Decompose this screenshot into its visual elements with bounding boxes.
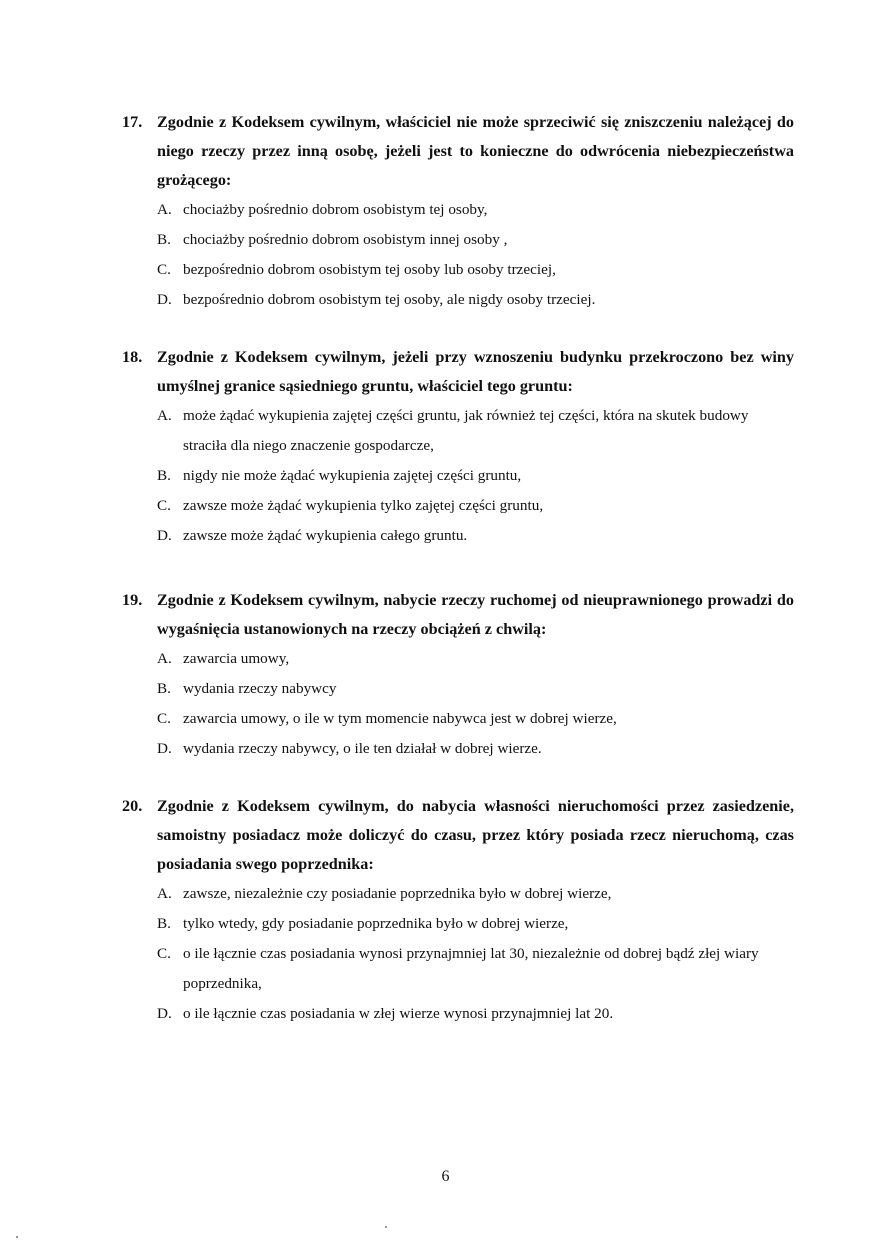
- option-text: chociażby pośrednio dobrom osobistym innej osoby ,: [183, 231, 508, 248]
- option-text: chociażby pośrednio dobrom osobistym tej osoby,: [183, 201, 488, 218]
- option-letter: A.: [157, 650, 172, 667]
- option-text: nigdy nie może żądać wykupienia zajętej części gruntu,: [183, 467, 522, 484]
- option-letter: A.: [157, 407, 172, 424]
- option-d: [157, 521, 794, 551]
- scan-mark: [385, 1226, 387, 1228]
- option-text: może żądać wykupienia zajętej części gruntu, jak również tej części, która na skutek budowy straciła dla niego znaczenie gospodarcze,: [183, 407, 749, 454]
- question-text: Zgodnie z Kodeksem cywilnym, do nabycia własności nieruchomości przez zasiedzenie, samoistny posiadacz może doliczyć do czasu, przez który posiada rzecz nieruchomą, czas posiadania swego poprzednika:: [157, 797, 794, 873]
- option-letter: A.: [157, 885, 172, 902]
- question-19: [122, 586, 794, 764]
- option-a: [157, 195, 794, 225]
- option-letter: D.: [157, 1005, 172, 1022]
- question-stem: [122, 586, 794, 644]
- answer-options: [157, 879, 794, 1029]
- question-text: Zgodnie z Kodeksem cywilnym, właściciel nie może sprzeciwić się zniszczeniu należącej do niego rzeczy przez inną osobę, jeżeli jest to konieczne do odwrócenia niebezpieczeństwa grożącego:: [157, 113, 794, 189]
- question-text: Zgodnie z Kodeksem cywilnym, jeżeli przy wznoszeniu budynku przekroczono bez winy umyślnej granice sąsiedniego gruntu, właściciel tego gruntu:: [157, 348, 794, 395]
- option-c: [157, 255, 794, 285]
- option-letter: B.: [157, 467, 171, 484]
- option-c: [157, 939, 794, 999]
- option-a: [157, 401, 794, 461]
- option-c: [157, 704, 794, 734]
- option-b: [157, 225, 794, 255]
- option-letter: B.: [157, 915, 171, 932]
- question-17: [122, 108, 794, 315]
- answer-options: [157, 195, 794, 315]
- option-text: zawsze może żądać wykupienia tylko zajętej części gruntu,: [183, 497, 544, 514]
- option-text: o ile łącznie czas posiadania w złej wierze wynosi przynajmniej lat 20.: [183, 1005, 614, 1022]
- option-letter: C.: [157, 710, 171, 727]
- option-d: [157, 734, 794, 764]
- option-d: [157, 999, 794, 1029]
- option-letter: C.: [157, 261, 171, 278]
- option-text: bezpośrednio dobrom osobistym tej osoby, ale nigdy osoby trzeciej.: [183, 291, 596, 308]
- question-stem: [122, 108, 794, 195]
- option-a: [157, 879, 794, 909]
- answer-options: [157, 401, 794, 551]
- question-number: 20.: [122, 797, 143, 815]
- option-letter: D.: [157, 527, 172, 544]
- option-c: [157, 491, 794, 521]
- option-letter: A.: [157, 201, 172, 218]
- option-b: [157, 909, 794, 939]
- option-letter: D.: [157, 291, 172, 308]
- question-number: 18.: [122, 348, 143, 366]
- option-letter: C.: [157, 497, 171, 514]
- option-text: bezpośrednio dobrom osobistym tej osoby lub osoby trzeciej,: [183, 261, 556, 278]
- option-a: [157, 644, 794, 674]
- option-text: zawarcia umowy, o ile w tym momencie nabywca jest w dobrej wierze,: [183, 710, 617, 727]
- question-18: [122, 343, 794, 551]
- option-letter: C.: [157, 945, 171, 962]
- option-letter: B.: [157, 231, 171, 248]
- option-b: [157, 674, 794, 704]
- question-text: Zgodnie z Kodeksem cywilnym, nabycie rzeczy ruchomej od nieuprawnionego prowadzi do wygaśnięcia ustanowionych na rzeczy obciążeń z chwilą:: [157, 591, 794, 638]
- option-text: wydania rzeczy nabywcy: [183, 680, 337, 697]
- option-text: tylko wtedy, gdy posiadanie poprzednika było w dobrej wierze,: [183, 915, 569, 932]
- question-stem: [122, 792, 794, 879]
- option-text: zawarcia umowy,: [183, 650, 290, 667]
- option-text: o ile łącznie czas posiadania wynosi przynajmniej lat 30, niezależnie od dobrej bądź złej wiary poprzednika,: [183, 945, 759, 992]
- option-text: wydania rzeczy nabywcy, o ile ten działał w dobrej wierze.: [183, 740, 542, 757]
- question-20: [122, 792, 794, 1029]
- scan-mark: [16, 1236, 18, 1238]
- option-d: [157, 285, 794, 315]
- option-letter: B.: [157, 680, 171, 697]
- question-number: 17.: [122, 113, 143, 131]
- option-b: [157, 461, 794, 491]
- page-number: 6: [441, 1168, 450, 1185]
- answer-options: [157, 644, 794, 764]
- option-text: zawsze może żądać wykupienia całego gruntu.: [183, 527, 468, 544]
- option-letter: D.: [157, 740, 172, 757]
- question-number: 19.: [122, 591, 143, 609]
- option-text: zawsze, niezależnie czy posiadanie poprzednika było w dobrej wierze,: [183, 885, 612, 902]
- question-stem: [122, 343, 794, 401]
